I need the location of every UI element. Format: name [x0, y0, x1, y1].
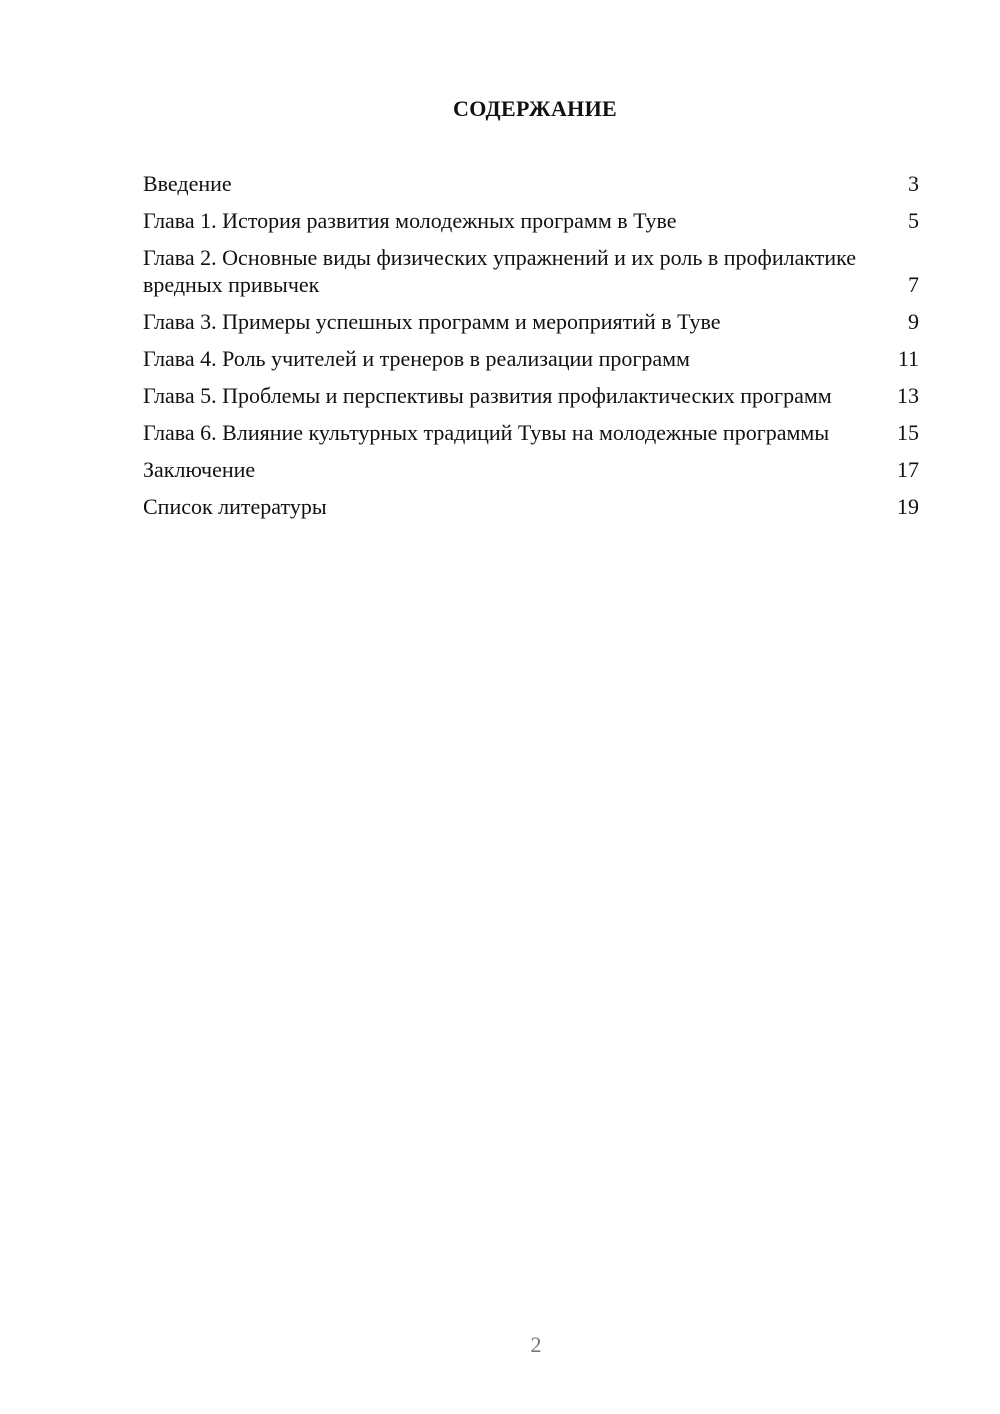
toc-entry-page: 9 — [908, 309, 919, 334]
toc-entry-chapter-4 — [143, 345, 919, 372]
toc-entry-chapter-1 — [143, 207, 919, 234]
toc-entry-chapter-2 — [143, 244, 919, 298]
page-number: 2 — [530, 1332, 542, 1357]
toc-entry-text: Список литературы — [143, 494, 327, 519]
toc-entry-text: Глава 3. Примеры успешных программ и мероприятий в Туве — [143, 309, 721, 334]
toc-entry-chapter-3 — [143, 308, 919, 335]
toc-entry-page: 7 — [908, 272, 919, 297]
toc-entry-page: 15 — [897, 420, 919, 445]
toc-entry-page: 19 — [897, 494, 919, 519]
toc-entry-text: Введение — [143, 171, 232, 196]
toc-entry-page: 17 — [897, 457, 919, 482]
toc-entry-page: 13 — [897, 383, 919, 408]
toc-entry-page: 11 — [897, 346, 919, 371]
table-of-contents — [143, 170, 919, 530]
toc-entry-conclusion — [143, 456, 919, 483]
toc-title: СОДЕРЖАНИЕ — [453, 96, 617, 121]
toc-entry-page: 3 — [908, 171, 919, 196]
toc-entry-introduction — [143, 170, 919, 197]
toc-entry-text: Глава 5. Проблемы и перспективы развития профилактических программ — [143, 383, 832, 408]
toc-entry-references — [143, 493, 919, 520]
toc-entry-text: Глава 6. Влияние культурных традиций Тувы на молодежные программы — [143, 420, 830, 445]
toc-entry-text: Глава 2. Основные виды физических упражнений и их роль в профилактике вредных привычек — [143, 245, 857, 297]
toc-entry-chapter-6 — [143, 419, 919, 446]
toc-entry-chapter-5 — [143, 382, 919, 409]
toc-entry-page: 5 — [908, 208, 919, 233]
toc-entry-text: Заключение — [143, 457, 256, 482]
toc-entry-text: Глава 4. Роль учителей и тренеров в реализации программ — [143, 346, 690, 371]
toc-entry-text: Глава 1. История развития молодежных программ в Туве — [143, 208, 677, 233]
